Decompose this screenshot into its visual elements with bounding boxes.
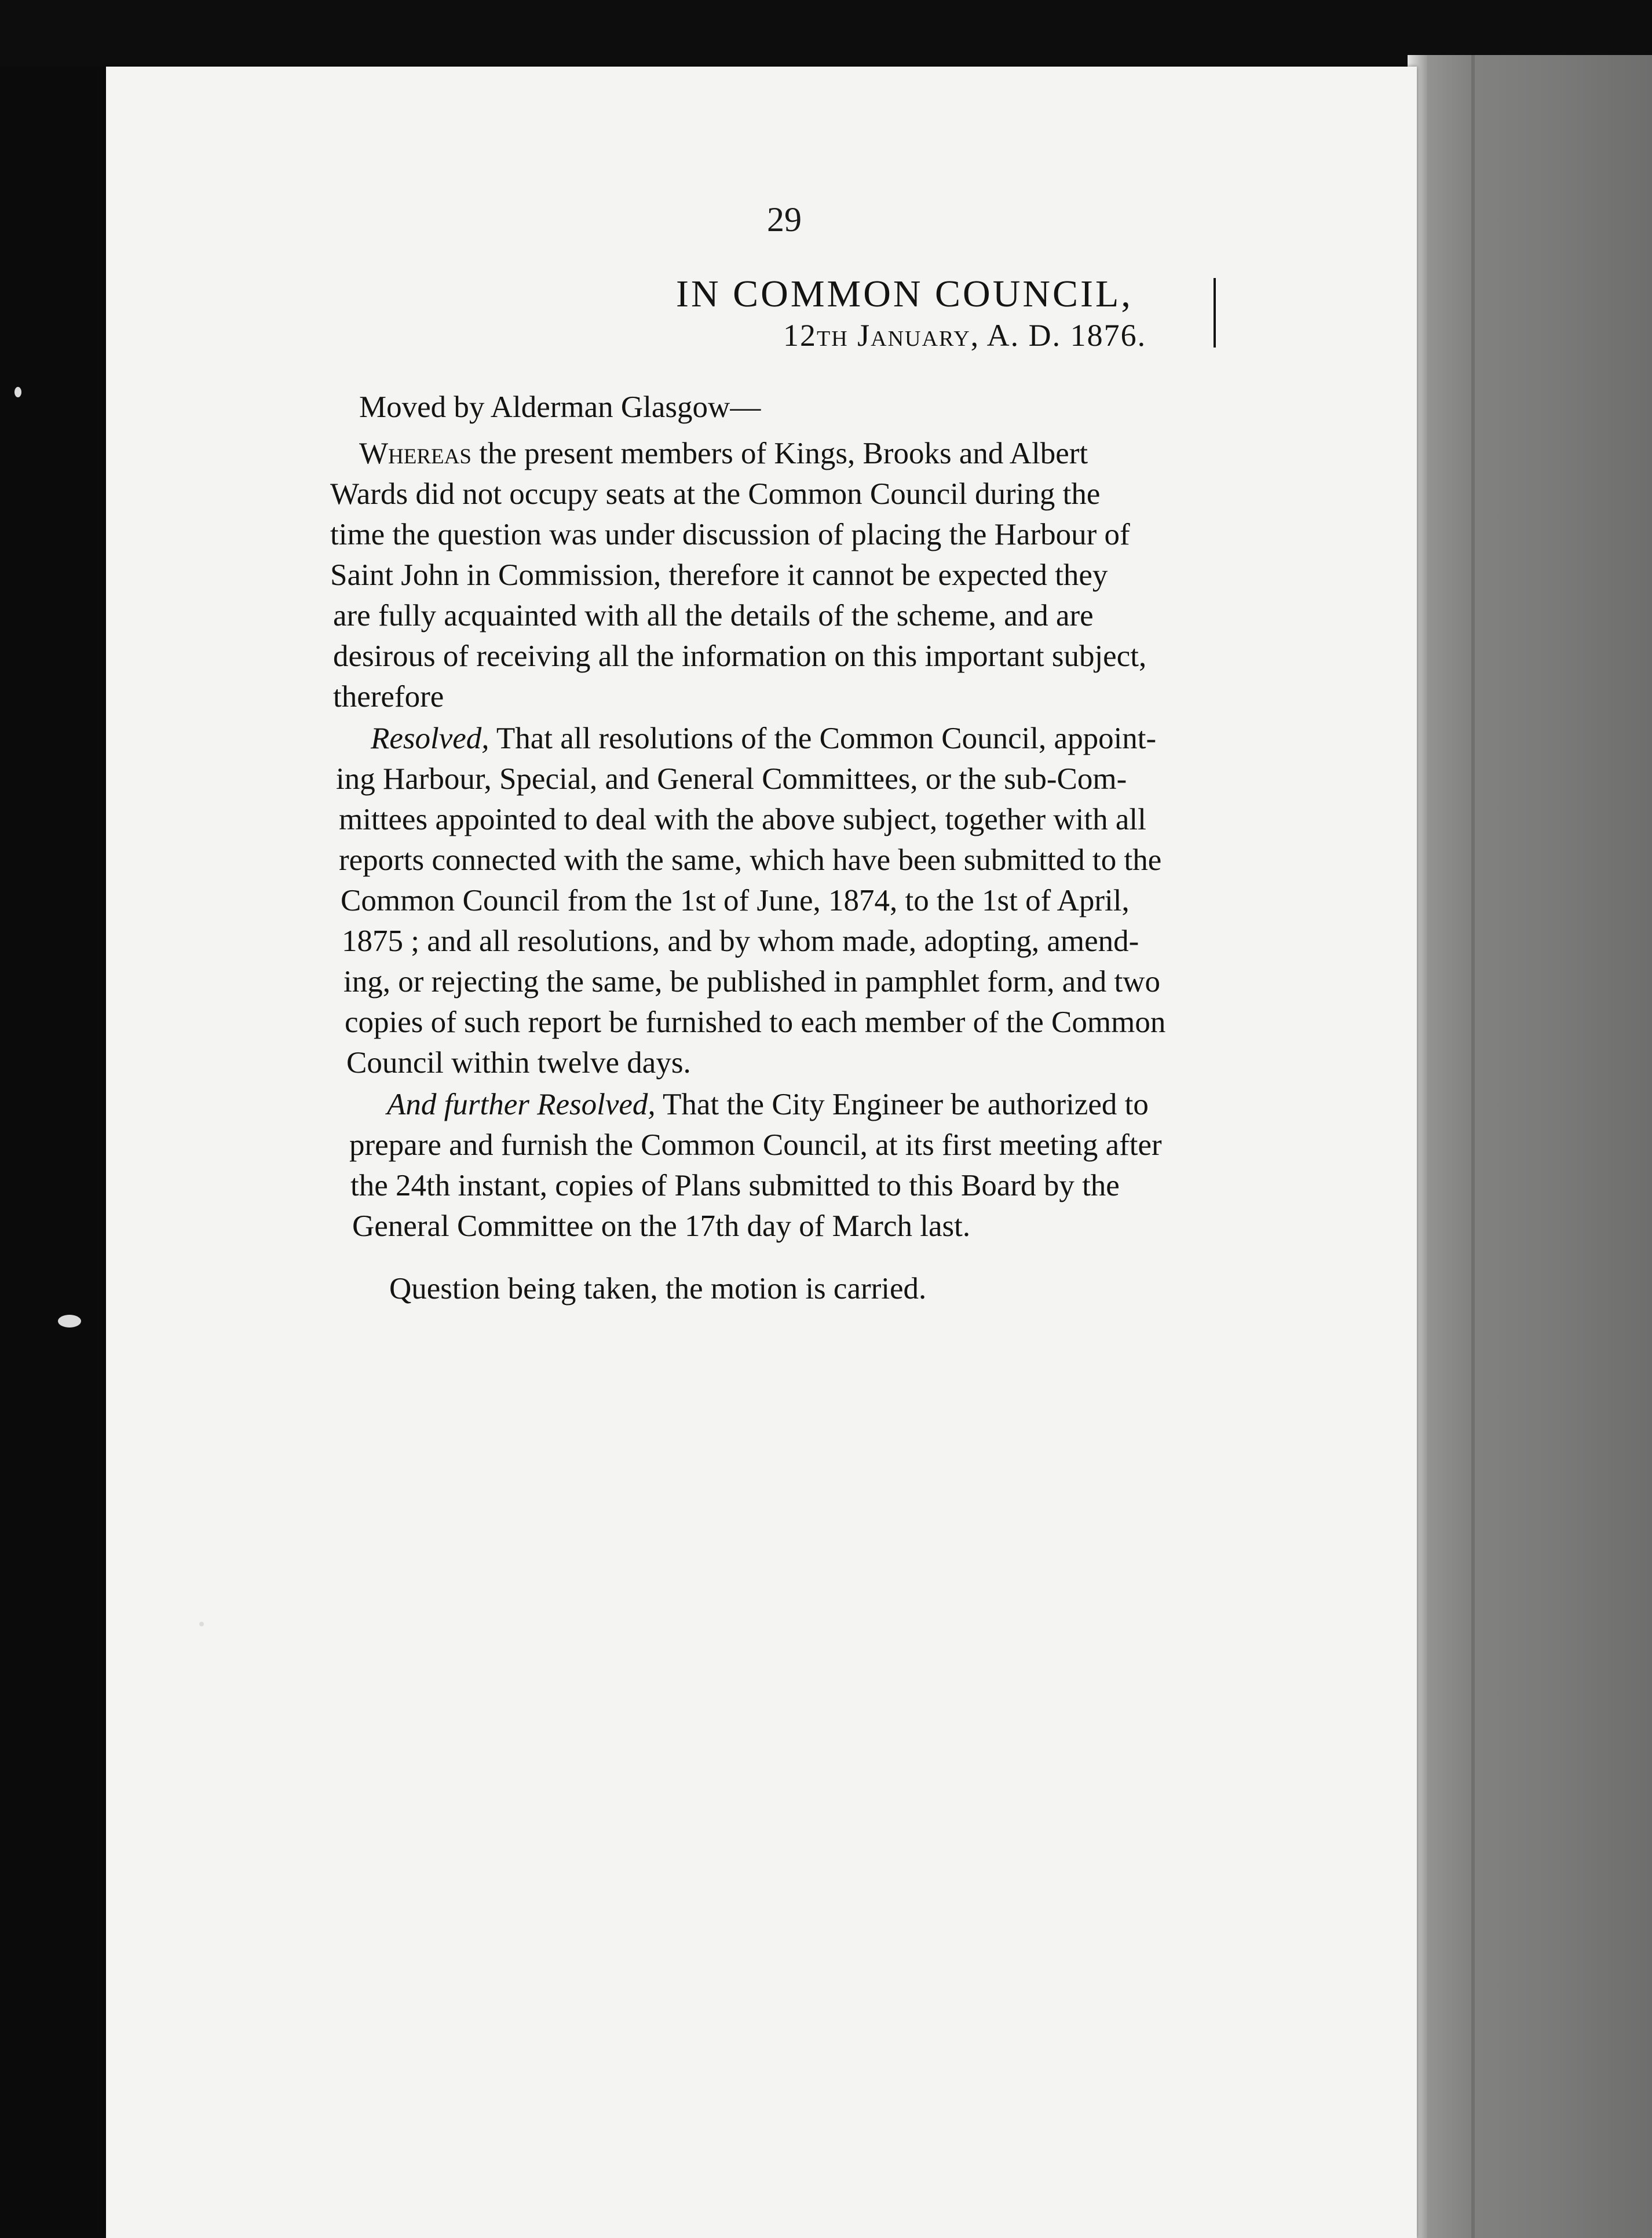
- council-heading: IN COMMON COUNCIL,: [676, 273, 1133, 315]
- scan-speck: [199, 1622, 204, 1626]
- resolved-text-1: That all resolutions of the Common Council, appoint-: [489, 722, 1157, 755]
- resolved-line-4: reports connected with the same, which have been submitted to the: [339, 843, 1162, 877]
- resolved-line-3: mittees appointed to deal with the above subject, together with all: [339, 803, 1146, 836]
- further-text-1: That the City Engineer be authorized to: [655, 1088, 1149, 1121]
- cover-crease: [1471, 55, 1475, 2238]
- whereas-line-6: desirous of receiving all the information on this important subject,: [333, 639, 1147, 673]
- resolved-word: Resolved,: [371, 722, 489, 755]
- whereas-line-7: therefore: [333, 680, 444, 714]
- resolved-line-5: Common Council from the 1st of June, 1874, to the 1st of April,: [341, 884, 1130, 917]
- resolved-line-7: ing, or rejecting the same, be published in pamphlet form, and two: [343, 965, 1161, 999]
- date-year: , A. D. 1876.: [970, 318, 1147, 353]
- heading-brace: [1208, 278, 1216, 348]
- moved-by-line: Moved by Alderman Glasgow—: [359, 390, 761, 424]
- whereas-line-2: Wards did not occupy seats at the Common Council during the: [330, 477, 1101, 511]
- scan-top-band: [0, 0, 1652, 67]
- whereas-word: Whereas: [359, 437, 472, 470]
- page-number: 29: [767, 200, 802, 239]
- resolved-line-9: Council within twelve days.: [346, 1046, 691, 1080]
- whereas-line-3: time the question was under discussion of placing the Harbour of: [330, 518, 1130, 551]
- book-cover-edge: [1409, 55, 1652, 2238]
- whereas-line-1: [359, 433, 1088, 474]
- further-line-1: [387, 1084, 1149, 1125]
- resolved-line-8: copies of such report be furnished to each member of the Common: [345, 1005, 1166, 1039]
- further-line-4: General Committee on the 17th day of March last.: [352, 1209, 971, 1243]
- further-line-3: the 24th instant, copies of Plans submitted to this Board by the: [350, 1169, 1120, 1202]
- resolved-line-6: 1875 ; and all resolutions, and by whom made, adopting, amend-: [342, 924, 1139, 958]
- further-resolved-word: And further Resolved,: [387, 1088, 656, 1121]
- council-date: [783, 317, 1146, 353]
- resolved-line-2: ing Harbour, Special, and General Committees, or the sub-Com-: [336, 762, 1127, 796]
- scan-speck: [58, 1315, 81, 1328]
- date-ordinal: th: [817, 318, 849, 353]
- whereas-line-5: are fully acquainted with all the details of the scheme, and are: [333, 599, 1094, 632]
- whereas-line-4: Saint John in Commission, therefore it cannot be expected they: [330, 558, 1108, 592]
- date-month: January: [857, 318, 971, 353]
- whereas-text-1: the present members of Kings, Brooks and Albert: [471, 437, 1088, 470]
- further-line-2: prepare and furnish the Common Council, at its first meeting after: [349, 1128, 1162, 1162]
- question-line: Question being taken, the motion is carried.: [389, 1272, 927, 1306]
- scan-speck: [14, 387, 21, 397]
- date-day: 12: [783, 318, 817, 353]
- resolved-line-1: [371, 718, 1156, 759]
